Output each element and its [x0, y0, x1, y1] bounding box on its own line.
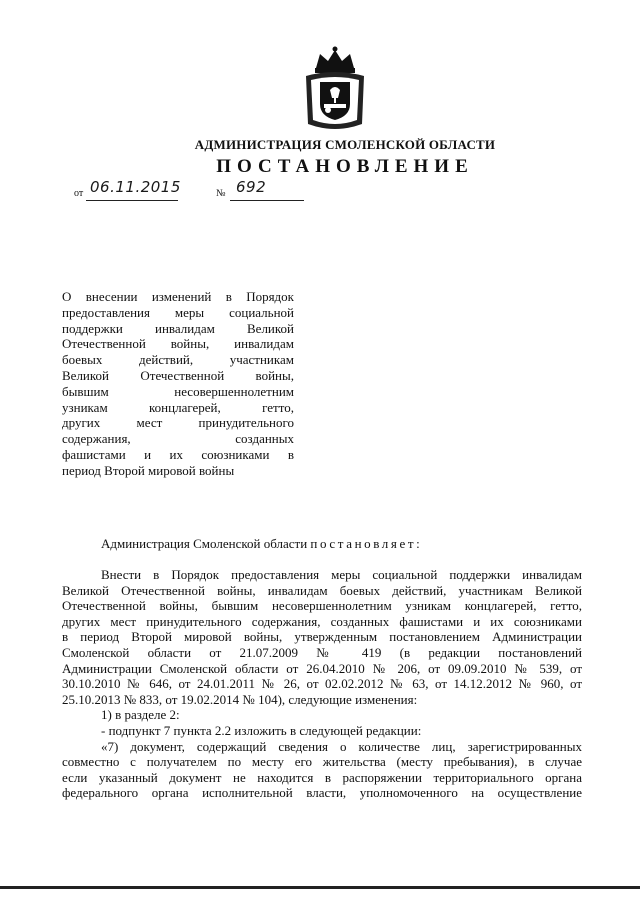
number-prefix-label: № — [216, 188, 226, 199]
preamble — [62, 536, 582, 552]
body-line: других мест принудительного содержания, созданных фашистами и их союзниками — [62, 613, 582, 629]
body-line: - подпункт 7 пункта 2.2 изложить в следующей редакции: — [101, 722, 422, 738]
body-line: в период Второй мировой войны, утвержденным постановлением Администрации — [62, 629, 582, 645]
number-underline — [230, 200, 304, 201]
body-line: 1) в разделе 2: — [101, 707, 180, 723]
preamble-resolves: постановляет: — [310, 536, 423, 551]
document-number: 692 — [236, 178, 267, 196]
document-date: 06.11.2015 — [90, 178, 181, 196]
subject-line: узникам концлагерей, гетто, — [62, 399, 294, 415]
document-body — [62, 567, 582, 801]
document-subject — [62, 289, 294, 479]
subject-line: Отечественной войны, инвалидам — [62, 336, 294, 352]
document-meta — [0, 176, 640, 206]
body-line: Отечественной войны, бывшим несовершеннолетним узникам концлагерей, гетто, — [62, 598, 582, 614]
date-underline — [86, 200, 178, 201]
body-line: 30.10.2010 № 646, от 24.01.2011 № 26, от 02.02.2012 № 63, от 14.12.2012 № 960, от — [62, 676, 582, 692]
subject-line: других мест принудительного — [62, 415, 294, 431]
subject-line: Великой Отечественной войны, — [62, 367, 294, 383]
subject-line: поддержки инвалидам Великой — [62, 320, 294, 336]
body-line: Администрации Смоленской области от 26.04.2010 № 206, от 09.09.2010 № 539, от — [62, 660, 582, 676]
subject-line: содержания, созданных — [62, 431, 294, 447]
subject-line: фашистами и их союзниками в — [62, 446, 294, 462]
coat-of-arms-emblem — [302, 46, 368, 134]
body-line: Внести в Порядок предоставления меры социальной поддержки инвалидам — [101, 567, 582, 582]
document-type-title: ПОСТАНОВЛЕНИЕ — [216, 156, 474, 177]
body-line: «7) документ, содержащий сведения о количестве лиц, зарегистрированных — [101, 738, 582, 754]
subject-line: бывшим несовершеннолетним — [62, 383, 294, 399]
subject-line: О внесении изменений в Порядок — [62, 289, 294, 304]
date-prefix-label: от — [74, 188, 84, 199]
subject-line: предоставления меры социальной — [62, 304, 294, 320]
subject-line: период Второй мировой войны — [62, 462, 235, 478]
preamble-lead: Администрация Смоленской области — [101, 536, 308, 551]
body-line: Великой Отечественной войны, инвалидам боевых действий, участникам Великой — [62, 582, 582, 598]
body-line: федерального органа исполнительной власти, уполномоченного на осуществление — [62, 785, 582, 801]
subject-line: боевых действий, участникам — [62, 352, 294, 368]
body-line: совместно с получателем по месту его жительства (месту пребывания), в случае — [62, 754, 582, 770]
body-line: Смоленской области от 21.07.2009 № 419 (в редакции постановлений — [62, 644, 582, 660]
organization-title: АДМИНИСТРАЦИЯ СМОЛЕНСКОЙ ОБЛАСТИ — [194, 137, 496, 152]
page-bottom-border — [0, 886, 640, 889]
body-line: 25.10.2013 № 833, от 19.02.2014 № 104), следующие изменения: — [62, 691, 418, 707]
body-line: если указанный документ не находится в распоряжении территориального органа — [62, 769, 582, 785]
